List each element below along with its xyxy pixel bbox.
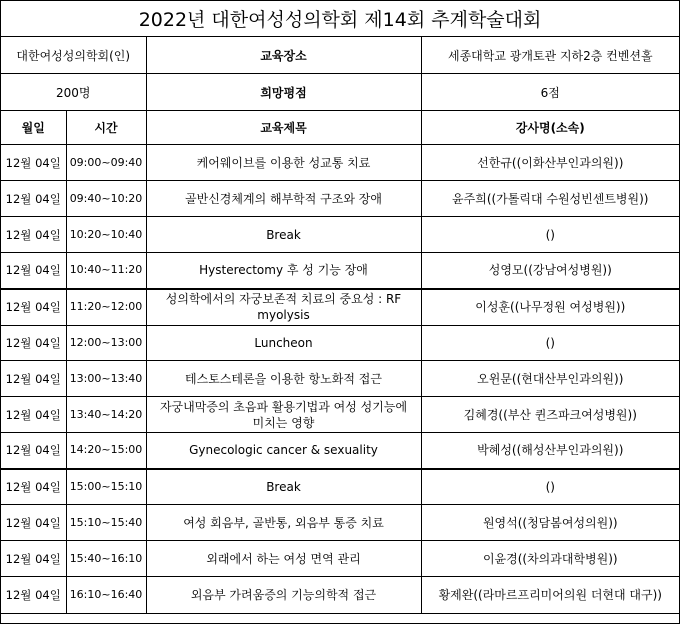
table-row [1,253,679,289]
row-time: 13:40~14:20 [66,397,146,433]
header-topic: 교육제목 [146,111,421,145]
table-row [1,577,679,614]
table-row [1,181,679,217]
table-row [1,289,679,326]
row-date: 12월 04일 [1,361,66,397]
row-topic: Hysterectomy 후 성 기능 장애 [146,253,421,289]
row-speaker: 성영모((강남여성병원)) [421,253,679,289]
header-row [1,111,679,145]
row-date: 12월 04일 [1,541,66,577]
attendee-count: 200명 [1,74,146,111]
row-topic: 테스토스테론을 이용한 항노화적 접근 [146,361,421,397]
row-time: 15:40~16:10 [66,541,146,577]
row-time: 13:00~13:40 [66,361,146,397]
row-date: 12월 04일 [1,289,66,326]
score-label: 희망평점 [146,74,421,111]
row-speaker: 김혜경((부산 퀸즈파크여성병원)) [421,397,679,433]
row-speaker: 선한규((이화산부인과의원)) [421,145,679,181]
row-date: 12월 04일 [1,145,66,181]
table-row [1,145,679,181]
row-time: 09:40~10:20 [66,181,146,217]
row-topic: 성의학에서의 자궁보존적 치료의 중요성 : RF myolysis [146,289,421,326]
title-row [1,1,679,37]
row-date: 12월 04일 [1,253,66,289]
row-time: 15:00~15:10 [66,469,146,505]
row-time: 09:00~09:40 [66,145,146,181]
schedule-table [1,1,679,614]
row-date: 12월 04일 [1,217,66,253]
row-topic: Break [146,469,421,505]
row-date: 12월 04일 [1,433,66,469]
header-speaker: 강사명(소속) [421,111,679,145]
row-time: 15:10~15:40 [66,505,146,541]
row-speaker: 이윤경((차의과대학병원)) [421,541,679,577]
row-date: 12월 04일 [1,397,66,433]
table-row [1,397,679,433]
table-row [1,541,679,577]
row-topic: 골반신경체계의 해부학적 구조와 장애 [146,181,421,217]
row-speaker: () [421,469,679,505]
row-topic: 케어웨이브를 이용한 성교통 치료 [146,145,421,181]
row-topic: 외음부 가려움증의 기능의학적 접근 [146,577,421,614]
row-time: 16:10~16:40 [66,577,146,614]
row-date: 12월 04일 [1,181,66,217]
table-row [1,217,679,253]
row-date: 12월 04일 [1,577,66,614]
row-date: 12월 04일 [1,505,66,541]
table-row [1,326,679,361]
row-topic: 외래에서 하는 여성 면역 관리 [146,541,421,577]
table-row [1,469,679,505]
row-time: 10:20~10:40 [66,217,146,253]
row-speaker: () [421,217,679,253]
header-date: 월일 [1,111,66,145]
row-time: 11:20~12:00 [66,289,146,326]
info-row-score [1,74,679,111]
row-speaker: 이성훈((나무정원 여성병원)) [421,289,679,326]
row-time: 12:00~13:00 [66,326,146,361]
table-row [1,433,679,469]
row-date: 12월 04일 [1,469,66,505]
row-topic: 여성 회음부, 골반통, 외음부 통증 치료 [146,505,421,541]
row-topic: 자궁내막증의 초음파 활용기법과 여성 성기능에 미치는 영향 [146,397,421,433]
row-time: 14:20~15:00 [66,433,146,469]
row-speaker: 원영석((청담봄여성의원)) [421,505,679,541]
table-row [1,361,679,397]
row-topic: Break [146,217,421,253]
score-value: 6점 [421,74,679,111]
place-label: 교육장소 [146,37,421,74]
place-value: 세종대학교 광개토관 지하2층 컨벤션홀 [421,37,679,74]
header-time: 시간 [66,111,146,145]
row-topic: Gynecologic cancer & sexuality [146,433,421,469]
row-time: 10:40~11:20 [66,253,146,289]
row-topic: Luncheon [146,326,421,361]
row-speaker: 오윈문((현대산부인과의원)) [421,361,679,397]
row-date: 12월 04일 [1,326,66,361]
row-speaker: 박혜성((해성산부인과의원)) [421,433,679,469]
schedule-body [1,145,679,614]
table-row [1,505,679,541]
row-speaker: () [421,326,679,361]
row-speaker: 윤주희((가톨릭대 수원성빈센트병원)) [421,181,679,217]
organizer-cell: 대한여성성의학회(인) [1,37,146,74]
page-title: 2022년 대한여성성의학회 제14회 추계학술대회 [1,1,679,37]
info-row-place [1,37,679,74]
row-speaker: 황제완((라마르프리미어의원 더현대 대구)) [421,577,679,614]
